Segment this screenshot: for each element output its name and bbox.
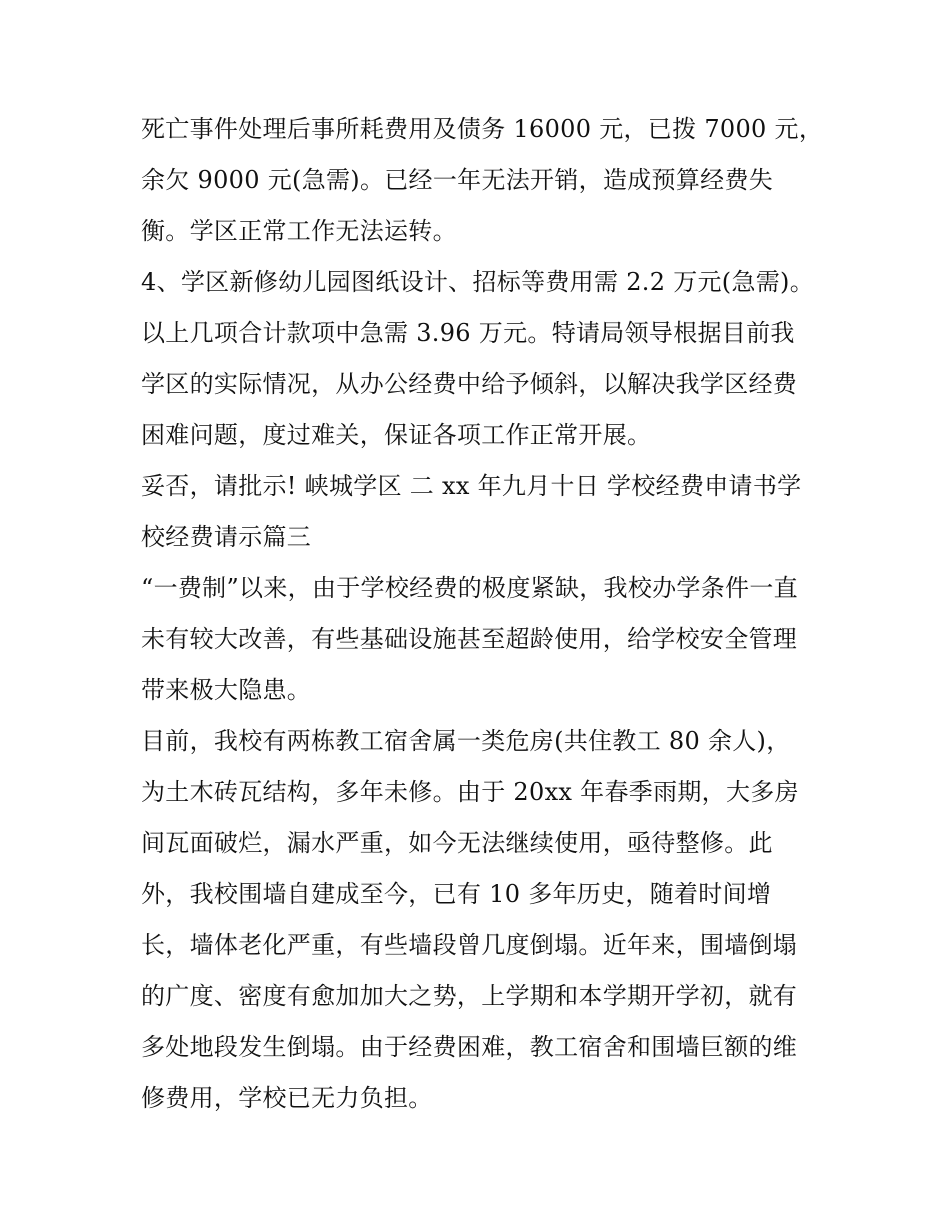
text-line: 余欠 9000 元(急需)。已经一年无法开销，造成预算经费失	[141, 166, 774, 194]
document-body	[141, 104, 824, 1124]
text-line: 妥否，请批示! 峡城学区 二 xx 年九月十日 学校经费申请书学	[141, 472, 802, 500]
text-line: “一费制”以来，由于学校经费的极度紧缺，我校办学条件一直	[141, 574, 798, 602]
text-line: 未有较大改善，有些基础设施甚至超龄使用，给学校安全管理	[141, 625, 798, 653]
text-line: 间瓦面破烂，漏水严重，如今无法继续使用，亟待整修。此	[141, 829, 773, 857]
text-line: 衡。学区正常工作无法运转。	[141, 217, 457, 245]
text-line: 修费用，学校已无力负担。	[141, 1084, 433, 1112]
text-line: 长，墙体老化严重，有些墙段曾几度倒塌。近年来，围墙倒塌	[141, 931, 798, 959]
text-line: 以上几项合计款项中急需 3.96 万元。特请局领导根据目前我	[141, 319, 795, 347]
text-line: 多处地段发生倒塌。由于经费困难，教工宿舍和围墙巨额的维	[141, 1033, 798, 1061]
text-line: 学区的实际情况，从办公经费中给予倾斜，以解决我学区经费	[141, 370, 798, 398]
text-line: 外，我校围墙自建成至今，已有 10 多年历史，随着时间增	[141, 880, 772, 908]
text-line: 困难问题，度过难关，保证各项工作正常开展。	[141, 421, 652, 449]
text-line: 死亡事件处理后事所耗费用及债务 16000 元，已拨 7000 元，	[141, 115, 824, 143]
text-line: 为土木砖瓦结构，多年未修。由于 20xx 年春季雨期，大多房	[141, 778, 799, 806]
text-line: 目前，我校有两栋教工宿舍属一类危房(共住教工 80 余人)，	[141, 727, 791, 755]
text-line: 校经费请示篇三	[141, 523, 312, 551]
text-line: 带来极大隐患。	[141, 676, 312, 704]
text-line: 的广度、密度有愈加加大之势，上学期和本学期开学初，就有	[141, 982, 798, 1010]
text-line: 4、学区新修幼儿园图纸设计、招标等费用需 2.2 万元(急需)。	[141, 268, 815, 296]
